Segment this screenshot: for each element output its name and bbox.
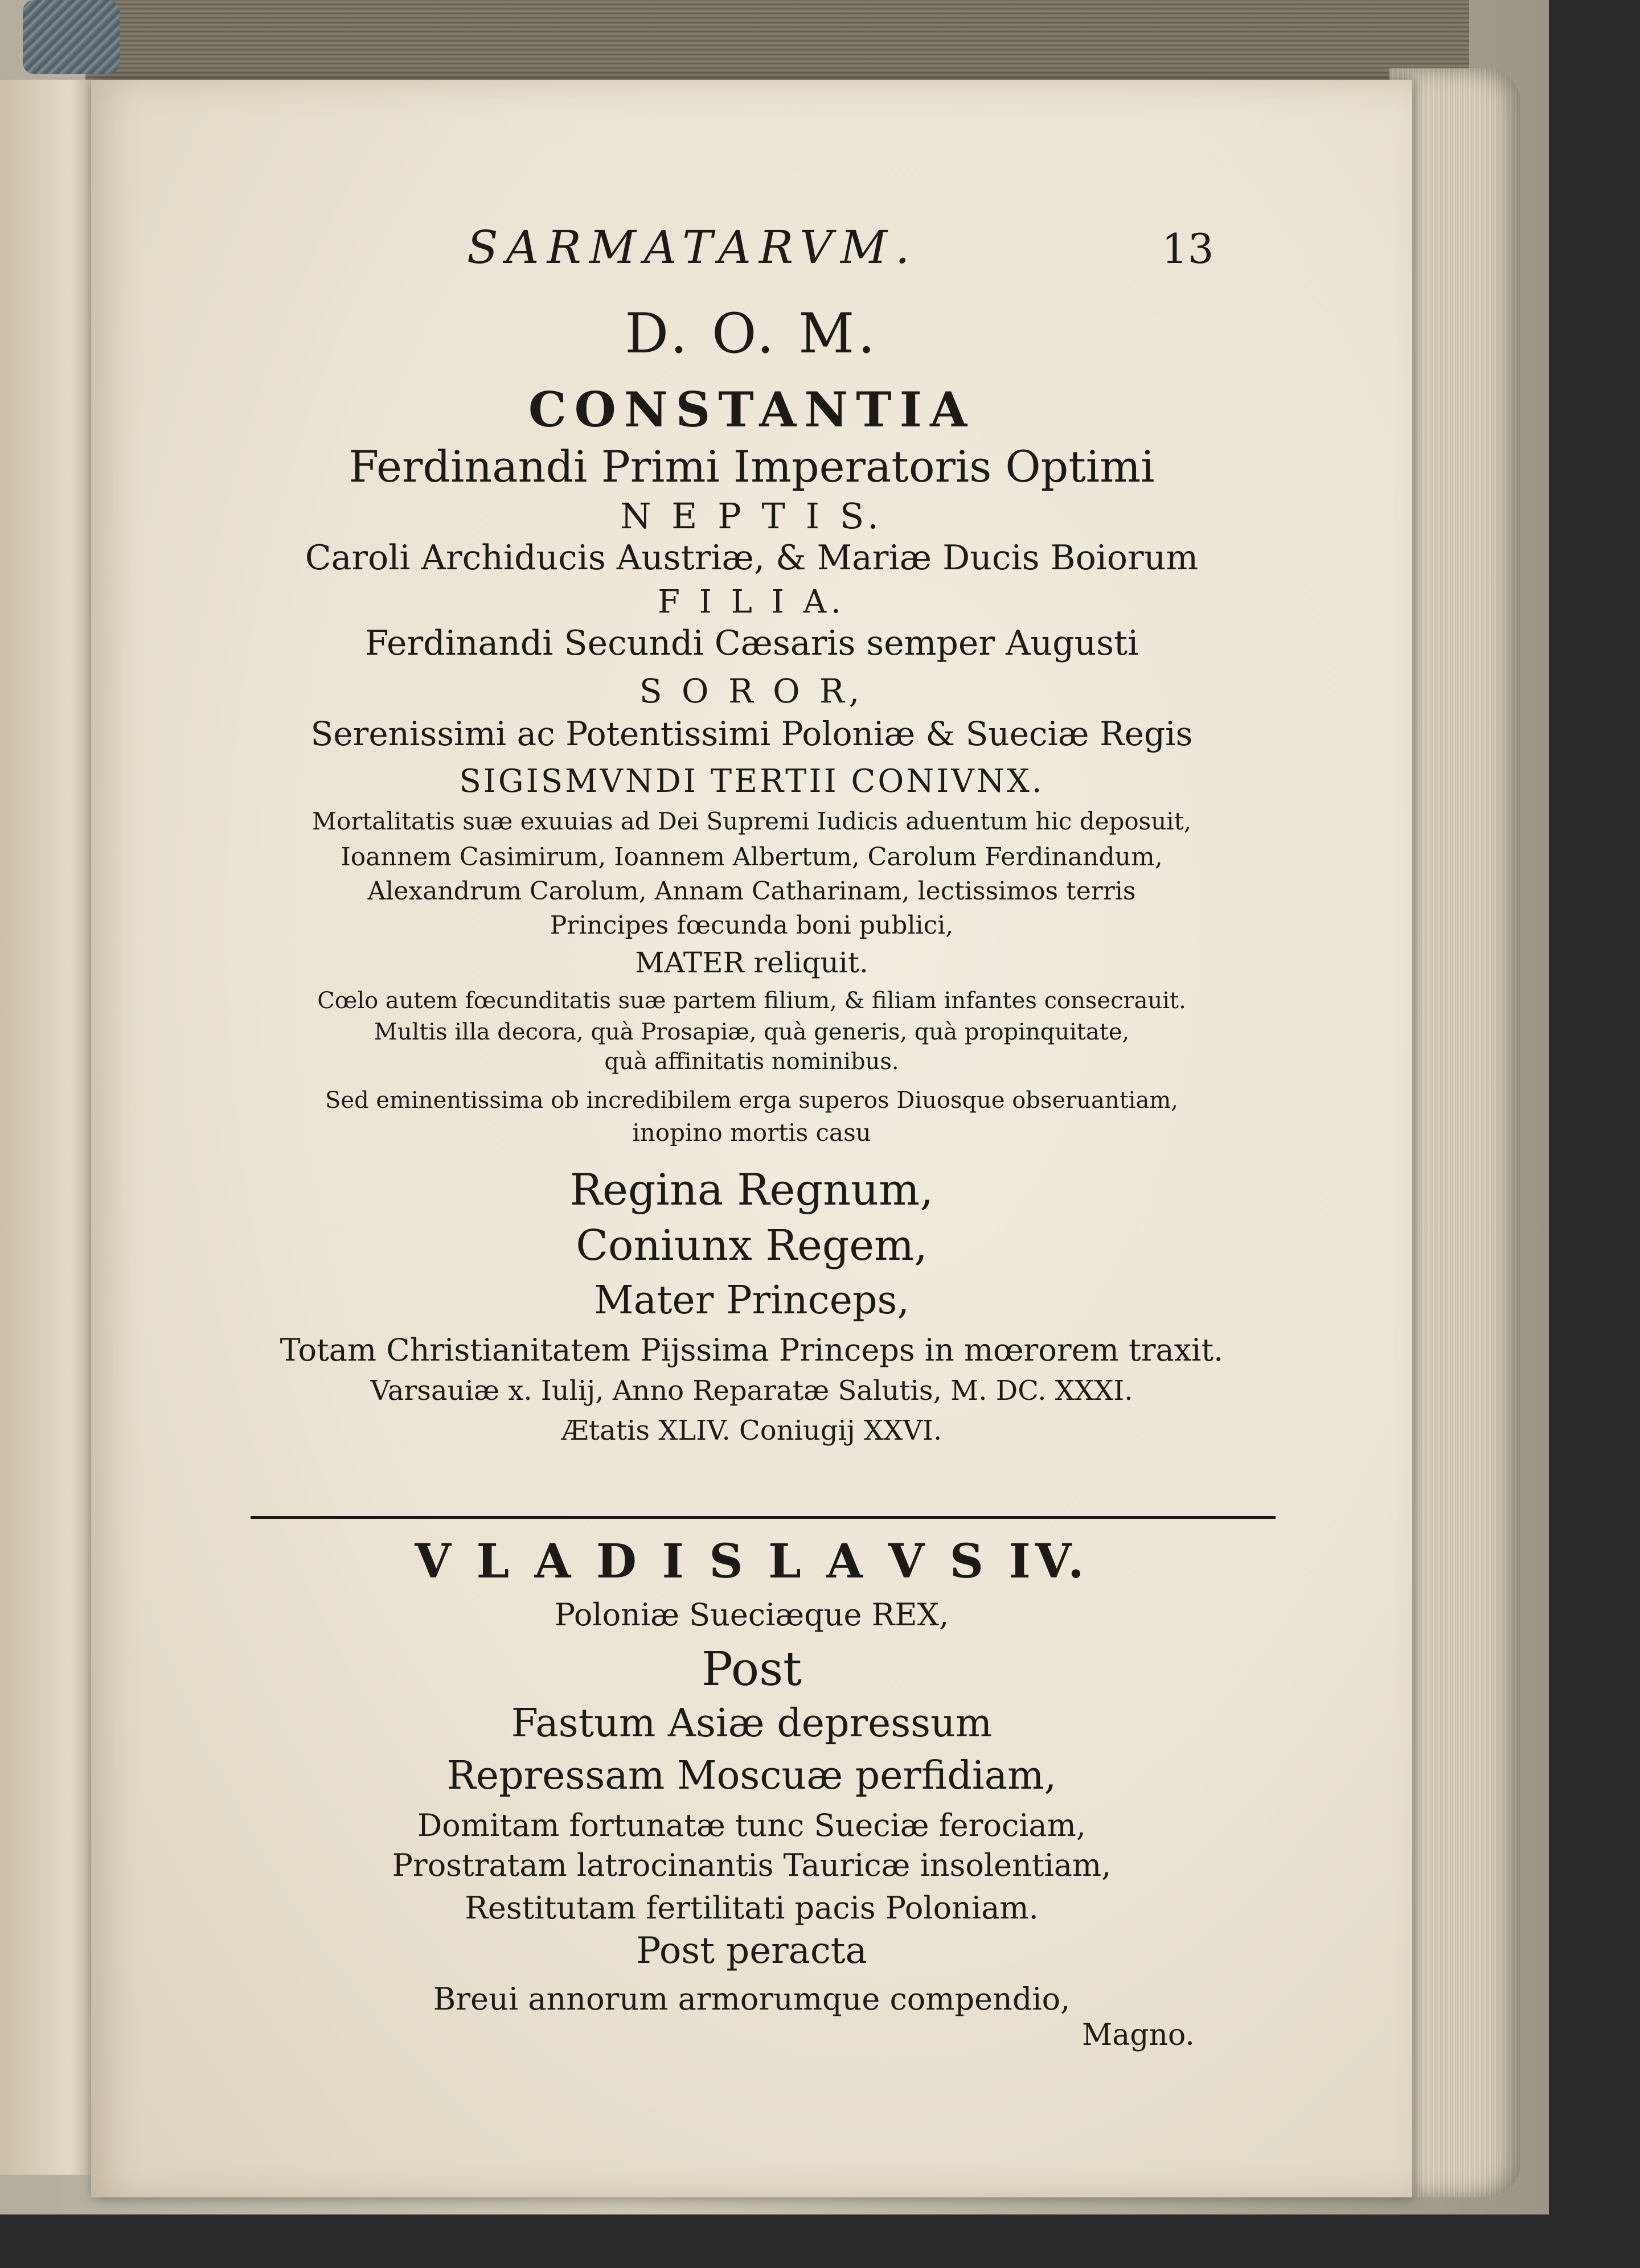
section-divider [251,1516,1276,1519]
name-constantia: CONSTANTIA [528,381,975,438]
inscription-line: Cœlo autem fœcunditatis suæ partem filium, & filiam infantes consecrauit. [317,988,1186,1014]
inscription-line: SIGISMVNDI TERTII CONIVNX. [459,763,1044,800]
background-shadow [0,2214,1640,2268]
inscription-line: Varsauiæ x. Iulij, Anno Reparatæ Salutis, M. DC. XXXI. [370,1375,1133,1407]
catchword: Magno. [1082,2018,1195,2052]
left-page-edge [0,80,100,2175]
inscription-line: Fastum Asiæ depressum [511,1701,993,1746]
inscription-line: Poloniæ Sueciæque REX, [554,1597,949,1633]
inscription-line: Breui annorum armorumque compendio, [433,1981,1071,2017]
inscription-line: Ioannem Casimirum, Ioannem Albertum, Carolum Ferdinandum, [341,843,1163,872]
book-headband [23,0,120,74]
page-number: 13 [1162,225,1214,273]
inscription-line: Sed eminentissima ob incredibilem erga superos Diuosque obseruantiam, [325,1087,1178,1114]
inscription-line: Multis illa decora, quà Prosapiæ, quà generis, quà propinquitate, [374,1019,1130,1045]
book-page [91,80,1412,2197]
inscription-line: Serenissimi ac Potentissimi Poloniæ & Sueciæ Regis [310,714,1193,753]
inscription-line: N E P T I S. [620,495,883,537]
name-vladislaus: V L A D I S L A V S IV. [415,1534,1089,1589]
inscription-line: Coniunx Regem, [576,1221,928,1270]
inscription-line: F I L I A. [658,584,846,621]
inscription-line: Principes fœcunda boni publici, [550,911,954,940]
inscription-line: Mater Princeps, [593,1278,910,1323]
inscription-line: Repressam Moscuæ perfidiam, [446,1753,1057,1798]
inscription-line: quà affinitatis nominibus. [604,1049,899,1075]
book-top-edge [85,0,1469,85]
inscription-line: Regina Regnum, [569,1164,934,1215]
inscription-line: Caroli Archiducis Austriæ, & Mariæ Ducis Boiorum [305,538,1199,578]
inscription-line: Alexandrum Carolum, Annam Catharinam, lectissimos terris [367,877,1136,906]
dom-heading: D. O. M. [625,302,879,365]
inscription-line: Restitutam fertilitati pacis Poloniam. [465,1890,1039,1926]
inscription-line: Mortalitatis suæ exuuias ad Dei Supremi Iudicis aduentum hic deposuit, [312,807,1191,835]
inscription-line: MATER reliquit. [635,946,868,979]
inscription-line: Totam Christianitatem Pijssima Princeps in mœrorem traxit. [280,1332,1224,1368]
inscription-line: Ferdinandi Primi Imperatoris Optimi [348,441,1155,492]
inscription-line: Ætatis XLIV. Coniugij XXVI. [561,1415,942,1447]
inscription-line: inopino mortis casu [632,1119,871,1147]
inscription-line: Prostratam latrocinantis Tauricæ insolentiam, [392,1847,1112,1883]
inscription-line: Post peracta [636,1930,867,1972]
inscription-line: S O R O R, [639,672,864,710]
inscription-line: Post [701,1642,802,1696]
inscription-line: Ferdinandi Secundi Cæsaris semper Augusti [364,623,1139,663]
running-head: SARMATARVM. [467,221,918,274]
inscription-line: Domitam fortunatæ tunc Sueciæ ferociam, [417,1807,1086,1843]
